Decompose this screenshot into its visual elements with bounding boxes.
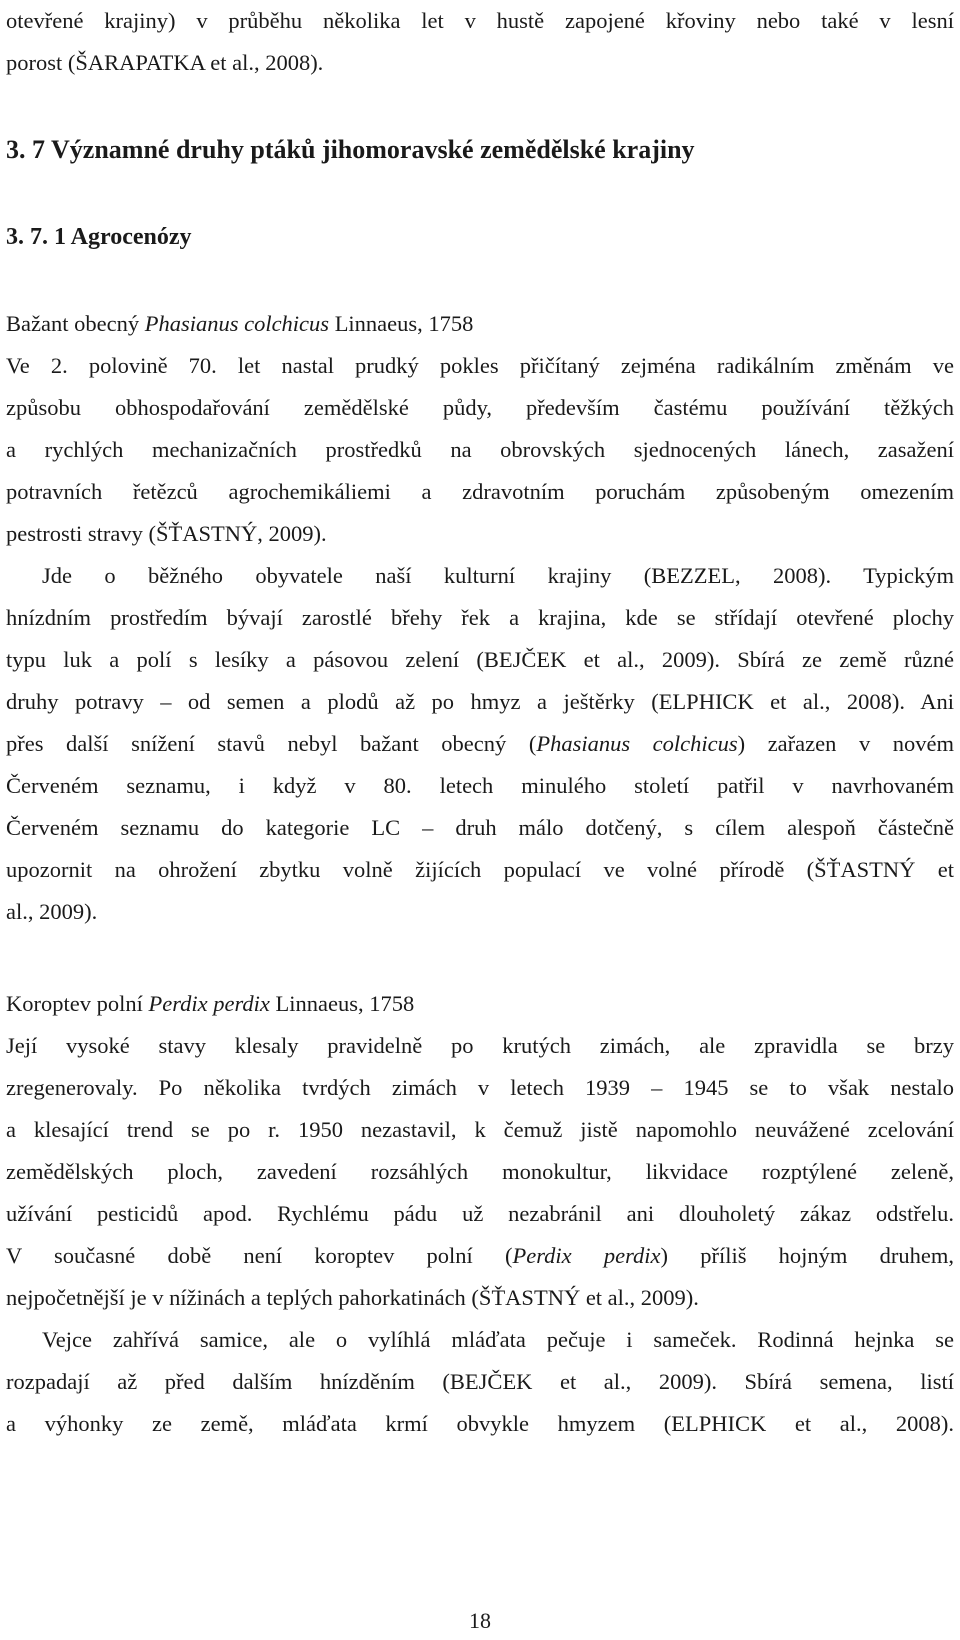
text-line: zemědělských ploch, zavedení rozsáhlých monokultur, likvidace rozptýlené zeleně, [6,1159,954,1184]
page-number-text: 18 [469,1608,491,1633]
text-segment: přes další snížení stavů nebyl bažant obecný ( [6,731,537,756]
text-line: a klesající trend se po r. 1950 nezastavil, k čemuž jistě napomohlo neuvážené zcelování [6,1117,954,1142]
text-line [6,1235,954,1277]
text-segment: V současné době není koroptev polní ( [6,1243,513,1268]
species-latin-name: Phasianus colchicus [144,311,330,336]
species-latin-name: Phasianus colchicus [536,731,738,756]
text-segment: ) zařazen v novém [737,731,954,756]
partridge-paragraph-1 [6,1025,954,1319]
species-author: Linnaeus, 1758 [275,991,415,1016]
text-line: potravních řetězců agrochemikáliemi a zdravotním poruchám způsobeným omezením [6,479,954,504]
subsection-heading: 3. 7. 1 Agrocenózy [6,224,192,250]
text-line: otevřené krajiny) v průběhu několika let v hustě zapojené křoviny nebo také v lesní [6,8,954,33]
text-line: Červeném seznamu, i když v 80. letech minulého století patřil v navrhovaném [6,773,954,798]
text-line: al., 2009). [6,899,98,924]
page-number [0,1608,960,1634]
text-line [6,723,954,765]
text-line: Červeném seznamu do kategorie LC – druh málo dotčený, s cílem alespoň částečně [6,815,954,840]
text-line: pestrosti stravy (ŠŤASTNÝ, 2009). [6,521,327,546]
document-page [6,0,954,1445]
text-line: a výhonky ze země, mláďata krmí obvykle hmyzem (ELPHICK et al., 2008). [6,1411,954,1436]
text-line: porost (ŠARAPATKA et al., 2008). [6,50,324,75]
text-line: upozornit na ohrožení zbytku volně žijících populací ve volné přírodě (ŠŤASTNÝ et [6,857,954,882]
species-common-name: Bažant obecný [6,311,140,336]
text-line: nejpočetnější je v nížinách a teplých pahorkatinách (ŠŤASTNÝ et al., 2009). [6,1285,699,1310]
text-line: rozpadají až před dalším hnízděním (BEJČEK et al., 2009). Sbírá semena, listí [6,1369,954,1394]
text-line: Její vysoké stavy klesaly pravidelně po krutých zimách, ale zpravidla se brzy [6,1033,954,1058]
text-line: způsobu obhospodařování zemědělské půdy, především častému používání těžkých [6,395,954,420]
text-line: Ve 2. polovině 70. let nastal prudký pokles přičítaný zejména radikálním změnám ve [6,353,954,378]
pheasant-paragraph-2 [6,555,954,933]
species-author: Linnaeus, 1758 [334,311,474,336]
species-latin-name: Perdix perdix [148,991,270,1016]
text-line: zregenerovaly. Po několika tvrdých zimách v letech 1939 – 1945 se to však nestalo [6,1075,954,1100]
text-line: hnízdním prostředím bývají zarostlé břehy řek a krajina, kde se střídají otevřené plochy [6,605,954,630]
section-heading: 3. 7 Významné druhy ptáků jihomoravské zemědělské krajiny [6,135,695,164]
text-line: užívání pesticidů apod. Rychlému pádu už nezabránil ani dlouholetý zákaz odstřelu. [6,1201,954,1226]
species-common-name: Koroptev polní [6,991,143,1016]
partridge-paragraph-2 [6,1319,954,1445]
species-heading-partridge [6,983,954,1025]
text-segment: ) příliš hojným druhem, [660,1243,954,1268]
species-heading-pheasant [6,303,954,345]
intro-paragraph [6,0,954,84]
text-line: druhy potravy – od semen a plodů až po hmyz a ještěrky (ELPHICK et al., 2008). Ani [6,689,954,714]
species-latin-name: Perdix perdix [512,1243,661,1268]
text-line: typu luk a polí s lesíky a pásovou zelení (BEJČEK et al., 2009). Sbírá ze země různé [6,647,954,672]
text-line: Jde o běžného obyvatele naší kulturní krajiny (BEZZEL, 2008). Typickým [42,563,954,588]
text-line: a rychlých mechanizačních prostředků na obrovských sjednocených lánech, zasažení [6,437,954,462]
pheasant-paragraph-1 [6,345,954,555]
text-line: Vejce zahřívá samice, ale o vylíhlá mláďata pečuje i sameček. Rodinná hejnka se [42,1327,954,1352]
